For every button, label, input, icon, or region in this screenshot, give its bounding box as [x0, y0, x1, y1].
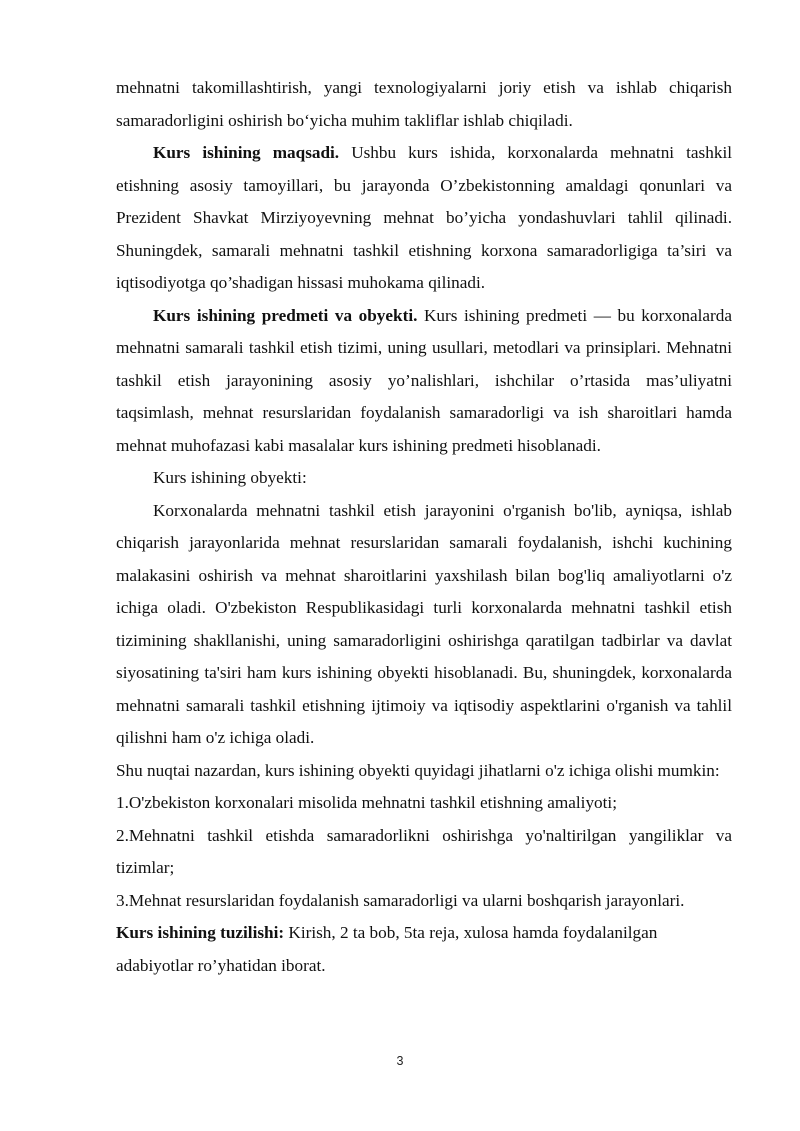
- paragraph-object: Korxonalarda mehnatni tashkil etish jarayonini o'rganish bo'lib, ayniqsa, ishlab chiqarish jarayonlarida mehnat resurslaridan samarali foydalanish, ishchi kuchining malakasini oshirish va mehnat sharoitlarini yaxshilash bilan bog'liq amaliyotlarni o'z ichiga oladi. O'zbekiston Respublikasidagi turli korxonalarda mehnatni tashkil etish tizimining shakllanishi, uning samaradorligini oshirishga qaratilgan tadbirlar va davlat siyosatining ta'siri ham kurs ishining obyekti hisoblanadi. Bu, shuningdek, korxonalarda mehnatni samarali tashkil etishning ijtimoiy va iqtisodiy aspektlarini o'rganish va tahlil qilishni ham o'z ichiga oladi.: [116, 500, 732, 747]
- paragraph-structure-line1: Kirish, 2 ta bob, 5ta reja, xulosa hamda foydalanilgan: [284, 923, 658, 942]
- list-item: 1.O'zbekiston korxonalari misolida mehnatni tashkil etishning amaliyoti;: [116, 793, 617, 812]
- page-number: 3: [396, 1054, 404, 1068]
- paragraph-subject: [116, 300, 732, 463]
- list-item: 2.Mehnatni tashkil etishda samaradorlikni oshirishga yo'naltirilgan yangiliklar va tizimlar;: [116, 825, 732, 877]
- body-text: [116, 72, 732, 982]
- paragraph-goal: [116, 137, 732, 300]
- paragraph-object-label: Kurs ishining obyekti:: [153, 468, 307, 487]
- heading-structure: Kurs ishining tuzilishi:: [116, 923, 285, 942]
- heading-subject: Kurs ishining predmeti va obyekti.: [153, 305, 418, 325]
- heading-goal: Kurs ishining maqsadi.: [153, 143, 340, 162]
- paragraph-goal-body: Ushbu kurs ishida, korxonalarda mehnatni tashkil etishning asosiy tamoyillari, bu jarayonda O’zbekistonning amaldagi qonunlari va Prezident Shavkat Mirziyoyevning mehnat bo’yicha yondashuvlari tahlil qilinadi. Shuningdek, samarali mehnatni tashkil etishning korxona samaradorligiga ta’siri va iqtisodiyotga qo’shadigan hissasi muhokama qilinadi.: [116, 143, 732, 292]
- paragraph-continuation: mehnatni takomillashtirish, yangi texnologiyalarni joriy etish va ishlab chiqarish samaradorligini oshirish boʻyicha muhim takliflar ishlab chiqiladi.: [116, 78, 732, 130]
- paragraph-subject-body: Kurs ishining predmeti — bu korxonalarda mehnatni samarali tashkil etish tizimi, uning usullari, metodlari va prinsiplari. Mehnatni tashkil etish jarayonining asosiy yo’nalishlari, ishchilar o’rtasida mas’uliyatni taqsimlash, mehnat resurslaridan foydalanish samaradorligi va ish sharoitlari hamda mehnat muhofazasi kabi masalalar kurs ishining predmeti hisoblanadi.: [116, 305, 732, 455]
- paragraph-aspects: Shu nuqtai nazardan, kurs ishining obyekti quyidagi jihatlarni o'z ichiga olishi mumkin:: [116, 760, 720, 780]
- list-item: 3.Mehnat resurslaridan foydalanish samaradorligi va ularni boshqarish jarayonlari.: [116, 890, 685, 910]
- paragraph-structure: [116, 917, 732, 982]
- paragraph-structure-line2: adabiyotlar ro’yhatidan iborat.: [116, 955, 326, 975]
